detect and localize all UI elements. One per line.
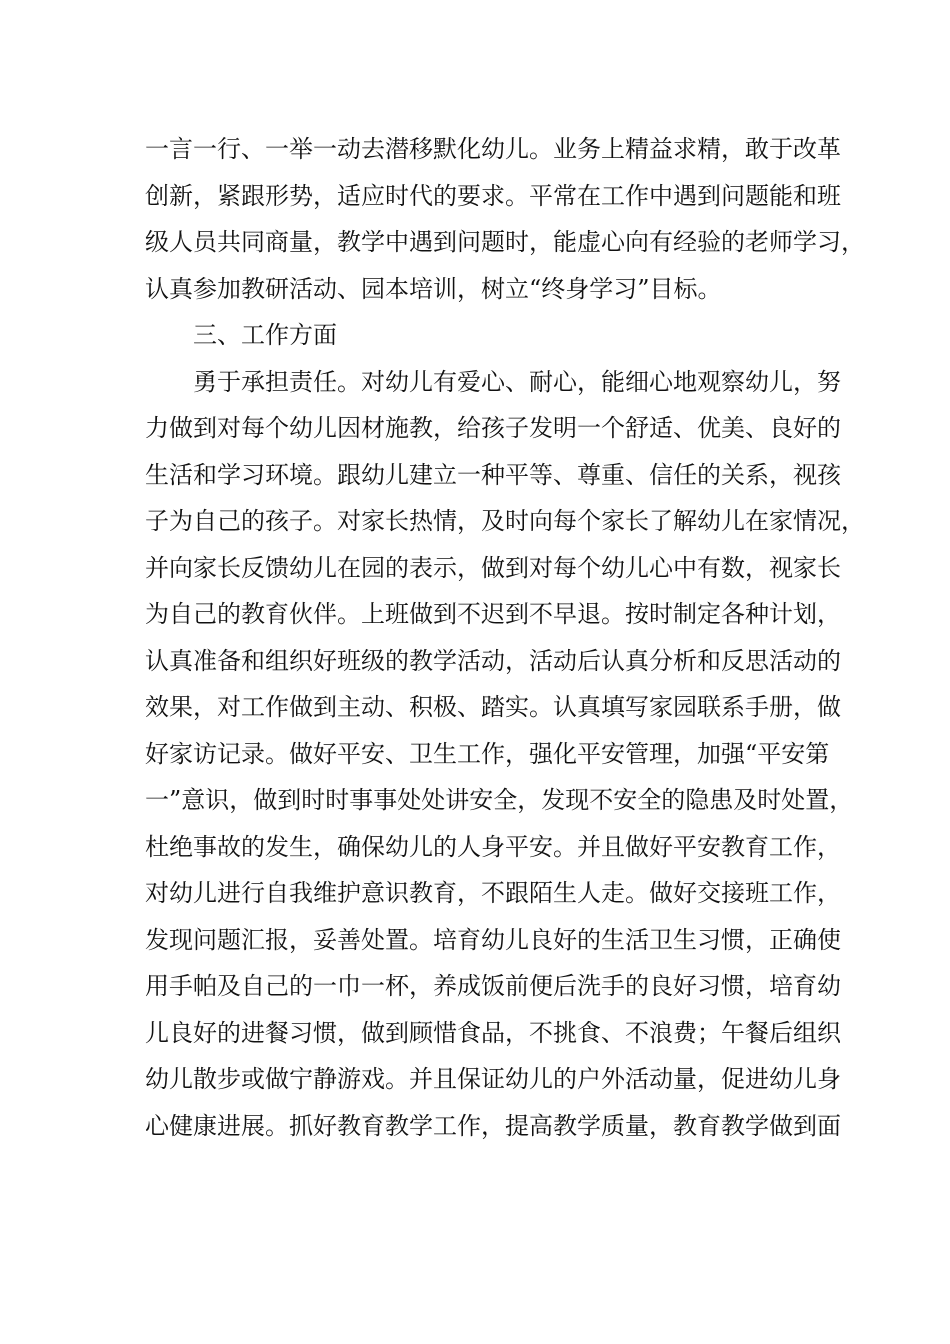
paragraph-line: 对幼儿进行自我维护意识教育，不跟陌生人走。做好交接班工作， (145, 879, 841, 907)
paragraph-line: 认真参加教研活动、园本培训，树立“终身学习”目标。 (145, 274, 722, 303)
paragraph-line: 用手帕及自己的一巾一杯，养成饭前便后洗手的良好习惯，培育幼 (145, 972, 841, 1000)
paragraph-line: 子为自己的孩子。对家长热情，及时向每个家长了解幼儿在家情况， (145, 507, 865, 535)
paragraph-2 (145, 359, 865, 1150)
paragraph-line: 并向家长反馈幼儿在园的表示，做到对每个幼儿心中有数，视家长 (145, 553, 841, 582)
paragraph-line: 心健康进展。抓好教育教学工作，提高教学质量，教育教学做到面 (145, 1111, 841, 1140)
paragraph-line: 为自己的教育伙伴。上班做到不迟到不早退。按时制定各种计划， (145, 600, 841, 628)
paragraph-line: 好家访记录。做好平安、卫生工作，强化平安管理，加强“平安第 (145, 739, 830, 768)
paragraph-line: 一”意识，做到时时事事处处讲安全，发现不安全的隐患及时处置， (145, 786, 854, 814)
paragraph-line: 创新，紧跟形势，适应时代的要求。平常在工作中遇到问题能和班 (145, 181, 841, 210)
paragraph-1 (145, 126, 865, 312)
paragraph-line: 儿良好的进餐习惯，做到顾惜食品，不挑食、不浪费；午餐后组织 (145, 1018, 841, 1047)
paragraph-line: 勇于承担责任。对幼儿有爱心、耐心，能细心地观察幼儿，努 (193, 367, 841, 396)
paragraph-line: 发现问题汇报，妥善处置。培育幼儿良好的生活卫生习惯，正确使 (145, 925, 841, 954)
paragraph-line: 力做到对每个幼儿因材施教，给孩子发明一个舒适、优美、良好的 (145, 414, 841, 442)
section-heading: 三、工作方面 (193, 321, 337, 349)
paragraph-line: 生活和学习环境。跟幼儿建立一种平等、尊重、信任的关系，视孩 (145, 460, 841, 489)
paragraph-line: 认真准备和组织好班级的教学活动，活动后认真分析和反思活动的 (145, 646, 841, 675)
paragraph-line: 效果，对工作做到主动、积极、踏实。认真填写家园联系手册，做 (145, 693, 841, 721)
paragraph-line: 级人员共同商量，教学中遇到问题时，能虚心向有经验的老师学习， (145, 228, 865, 256)
paragraph-line: 杜绝事故的发生，确保幼儿的人身平安。并且做好平安教育工作， (145, 832, 841, 861)
document-body (145, 126, 865, 1149)
paragraph-line: 幼儿散步或做宁静游戏。并且保证幼儿的户外活动量，促进幼儿身 (145, 1065, 841, 1093)
paragraph-line: 一言一行、一举一动去潜移默化幼儿。业务上精益求精，敢于改革 (145, 135, 841, 163)
